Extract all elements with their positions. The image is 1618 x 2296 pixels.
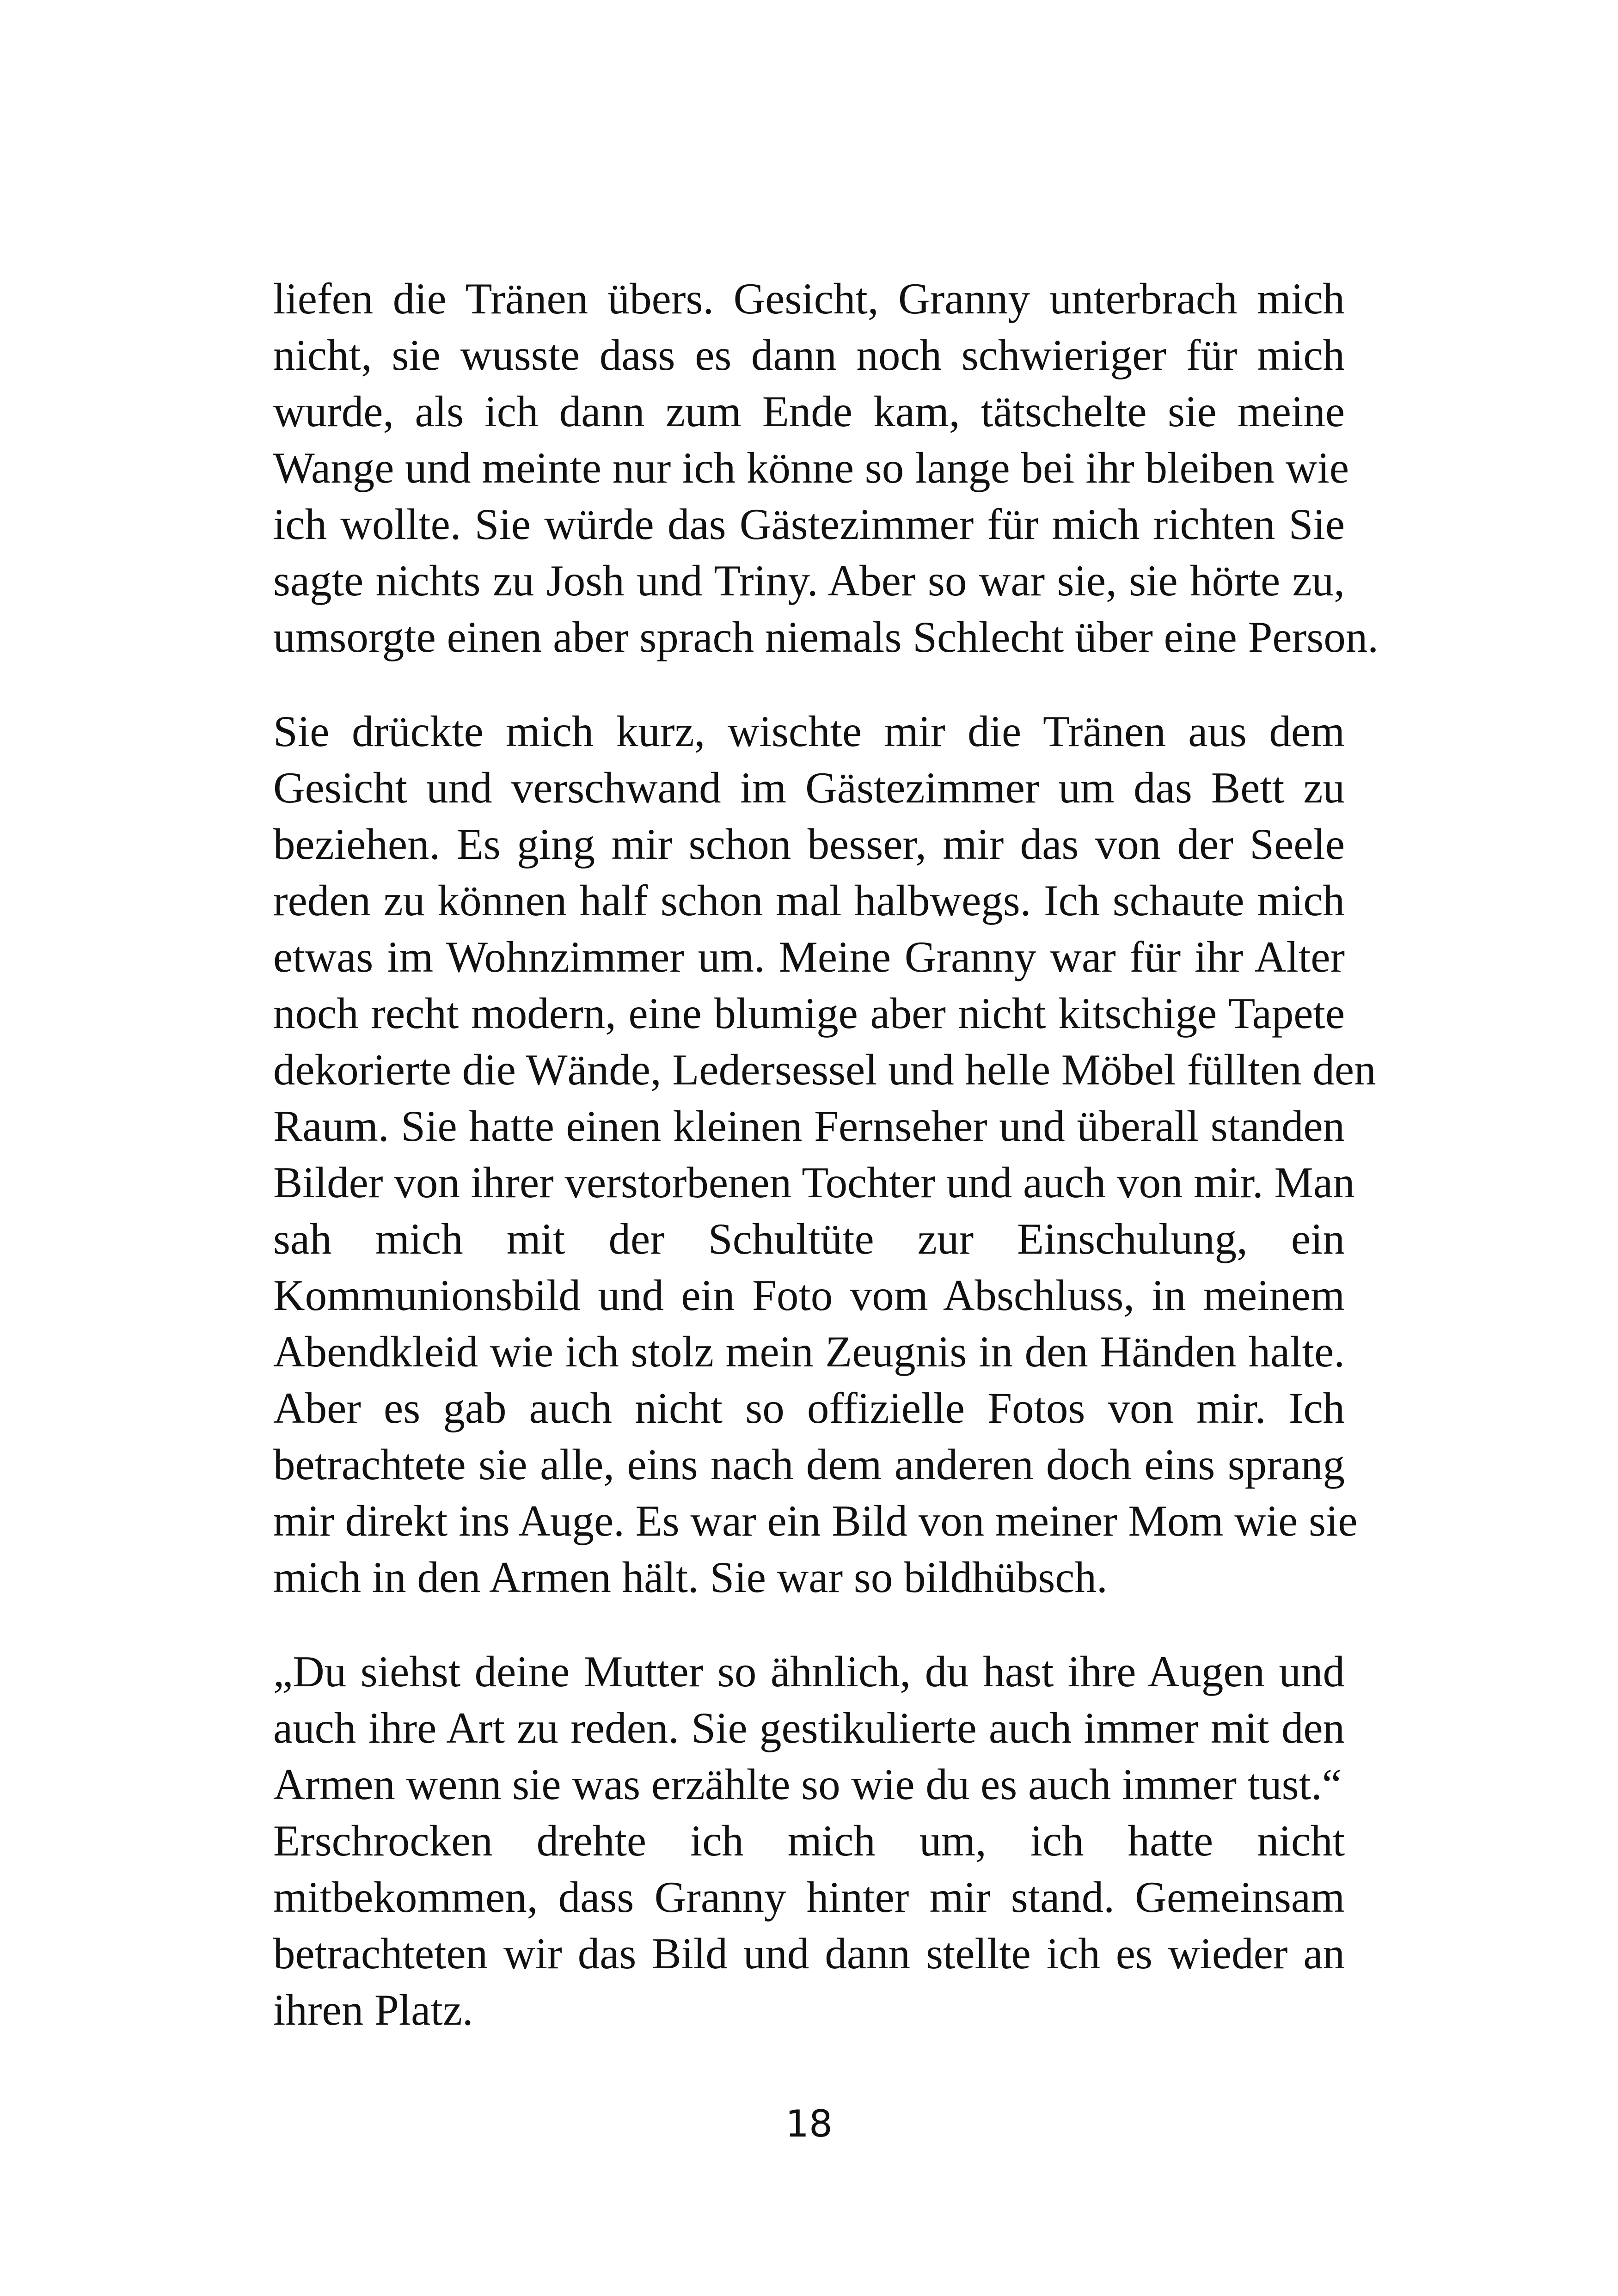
text-line: mir direkt ins Auge. Es war ein Bild von meiner Mom wie sie (273, 1496, 1358, 1545)
text-line: dekorierte die Wände, Ledersessel und helle Möbel füllten den (273, 1045, 1376, 1094)
text-line: etwas im Wohnzimmer um. Meine Granny war für ihr Alter (273, 932, 1345, 981)
text-line: beziehen. Es ging mir schon besser, mir das von der Seele (273, 820, 1345, 869)
text-line: betrachtete sie alle, eins nach dem anderen doch eins sprang (273, 1440, 1345, 1489)
text-line: Gesicht und verschwand im Gästezimmer um das Bett zu (273, 763, 1345, 812)
text-line: Bilder von ihrer verstorbenen Tochter und auch von mir. Man (273, 1158, 1355, 1207)
text-line: reden zu können half schon mal halbwegs. Ich schaute mich (273, 876, 1345, 925)
text-line: Raum. Sie hatte einen kleinen Fernseher und überall standen (273, 1102, 1345, 1151)
text-line: ihren Platz. (273, 1985, 473, 2034)
text-line: „Du siehst deine Mutter so ähnlich, du hast ihre Augen und (273, 1647, 1345, 1696)
text-line: mitbekommen, dass Granny hinter mir stand. Gemeinsam (273, 1873, 1345, 1922)
paragraph-3 (273, 1643, 1345, 2038)
text-line: noch recht modern, eine blumige aber nicht kitschige Tapete (273, 989, 1345, 1038)
text-line: mich in den Armen hält. Sie war so bildhübsch. (273, 1553, 1108, 1602)
body-text (273, 270, 1379, 2038)
paragraph-2 (273, 703, 1376, 1605)
page-number: 18 (785, 2102, 833, 2145)
text-line: Sie drückte mich kurz, wischte mir die Tränen aus dem (273, 707, 1345, 756)
text-line: Wange und meinte nur ich könne so lange bei ihr bleiben wie (273, 443, 1349, 492)
text-line: betrachteten wir das Bild und dann stellte ich es wieder an (273, 1929, 1345, 1978)
text-line: Armen wenn sie was erzählte so wie du es auch immer tust.“ (273, 1760, 1342, 1809)
text-line: ich wollte. Sie würde das Gästezimmer für mich richten Sie (273, 500, 1345, 549)
text-line: wurde, als ich dann zum Ende kam, tätschelte sie meine (273, 387, 1345, 436)
text-line: liefen die Tränen übers. Gesicht, Granny unterbrach mich (273, 274, 1345, 323)
text-line: sah mich mit der Schultüte zur Einschulung, ein (273, 1214, 1345, 1263)
text-line: umsorgte einen aber sprach niemals Schlecht über eine Person. (273, 612, 1379, 661)
text-line: Abendkleid wie ich stolz mein Zeugnis in den Händen halte. (273, 1327, 1345, 1376)
text-line: Erschrocken drehte ich mich um, ich hatte nicht (273, 1816, 1345, 1865)
text-line: Aber es gab auch nicht so offizielle Fotos von mir. Ich (273, 1384, 1345, 1433)
text-line: nicht, sie wusste dass es dann noch schwieriger für mich (273, 331, 1345, 380)
text-line: Kommunionsbild und ein Foto vom Abschluss, in meinem (273, 1271, 1345, 1320)
text-line: auch ihre Art zu reden. Sie gestikulierte auch immer mit den (273, 1703, 1345, 1752)
text-line: sagte nichts zu Josh und Triny. Aber so war sie, sie hörte zu, (273, 556, 1345, 605)
paragraph-1 (273, 270, 1379, 665)
